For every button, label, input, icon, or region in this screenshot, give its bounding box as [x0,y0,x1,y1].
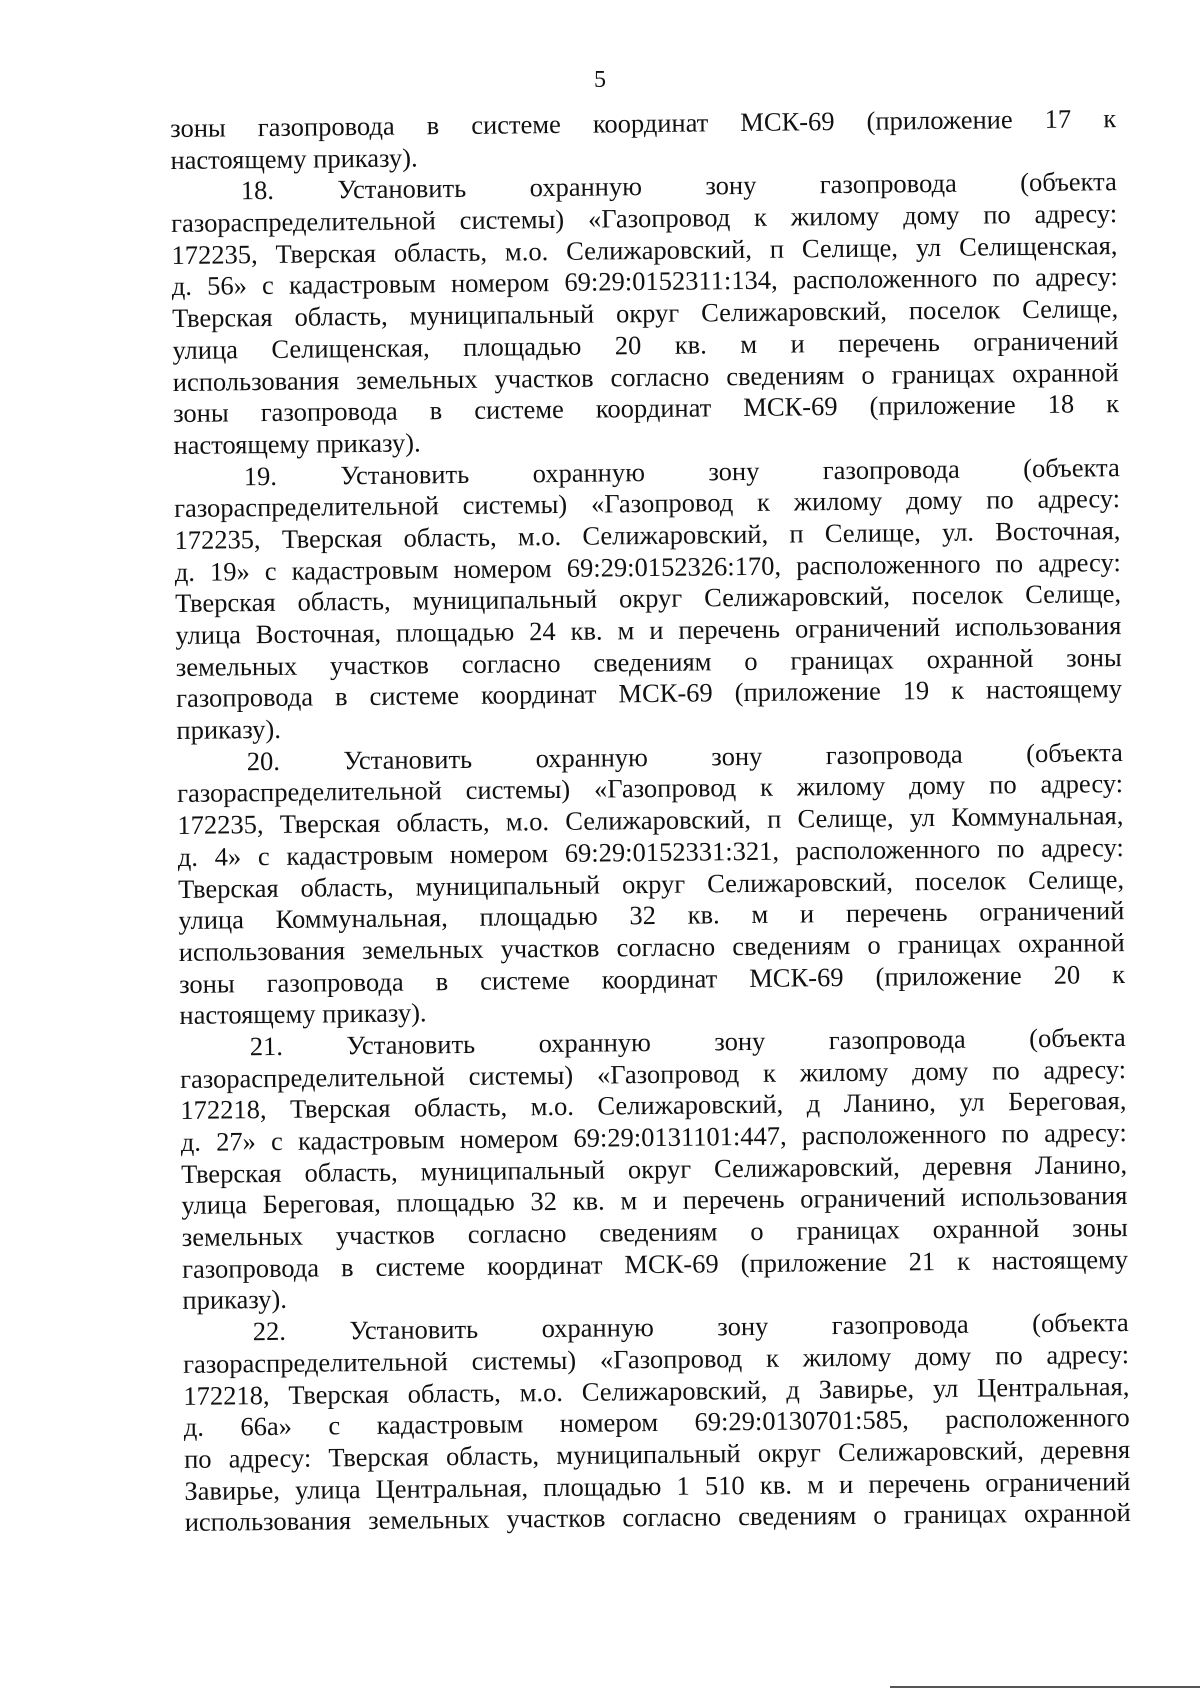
text-line: д. 66а» с кадастровым номером 69:29:0130701:585, расположенного [183,1402,1130,1443]
text-line: использования земельных участков согласно сведениям о границах охранной [178,926,1125,967]
text-line: газораспределительной системы) «Газопровод к жилому дому по адресу: [179,1053,1127,1094]
text-line: использования земельных участков согласно сведениям о границах охранной [172,356,1119,397]
text-line: Тверская область, муниципальный округ Селижаровский, поселок Селище, [171,293,1119,334]
text-line: зоны газопровода в системе координат МСК-69 (приложение 17 к [170,103,1117,143]
text-line: улица Селищенская, площадью 20 кв. м и перечень ограничений [172,324,1119,365]
text-line: использования земельных участков согласно сведениям о границах охранной [184,1497,1131,1538]
text-line: настоящему приказу). [179,997,427,1031]
scan-edge-divider [890,1686,1200,1688]
text-line: Тверская область, муниципальный округ Селижаровский, деревня Ланино, [180,1148,1128,1189]
text-line: газораспределительной системы) «Газопровод к жилому дому по адресу: [170,198,1118,239]
text-line: приказу). [182,1284,288,1316]
text-line: д. 19» с кадастровым номером 69:29:0152326:170, расположенного по адресу: [174,546,1121,587]
text-line: зоны газопровода в системе координат МСК-69 (приложение 20 к [178,958,1126,999]
text-line: газораспределительной системы) «Газопровод к жилому дому по адресу: [182,1338,1130,1379]
text-line: зоны газопровода в системе координат МСК-69 (приложение 18 к [172,388,1120,429]
text-line: газораспределительной системы) «Газопровод к жилому дому по адресу: [173,483,1121,524]
text-line: газопровода в системе координат МСК-69 (приложение 19 к настоящему [175,673,1123,714]
text-line: земельных участков согласно сведениям о границах охранной зоны [175,641,1122,682]
text-line: газопровода в системе координат МСК-69 (приложение 21 к настоящему [181,1243,1129,1284]
page-number: 5 [594,67,606,93]
text-line: 172235, Тверская область, м.о. Селижаровский, п Селище, ул Коммунальная, [177,800,1124,841]
text-line: улица Коммунальная, площадью 32 кв. м и перечень ограничений [178,895,1125,936]
text-line: улица Береговая, площадью 32 кв. м и перечень ограничений использования [181,1180,1128,1221]
paragraph-start-21: 21. Установить охранную зону газопровода (объекта [249,1021,1126,1062]
text-line: д. 27» с кадастровым номером 69:29:0131101:447, расположенного по адресу: [180,1117,1127,1157]
paragraph-start-22: 22. Установить охранную зону газопровода (объекта [252,1307,1129,1347]
paragraph-start-18: 18. Установить охранную зону газопровода (объекта [240,166,1117,206]
text-line: улица Восточная, площадью 24 кв. м и перечень ограничений использования [175,610,1122,650]
text-line: настоящему приказу). [173,427,421,460]
text-line: д. 4» с кадастровым номером 69:29:0152331:321, расположенного по адресу: [177,831,1124,872]
text-line: по адресу: Тверская область, муниципальный округ Селижаровский, деревня [183,1433,1131,1474]
text-line: приказу). [176,713,282,746]
text-line: 172218, Тверская область, м.о. Селижаровский, д Ланино, ул Береговая, [180,1085,1127,1126]
text-line: 172235, Тверская область, м.о. Селижаровский, п Селище, ул. Восточная, [174,515,1121,555]
paragraph-start-20: 20. Установить охранную зону газопровода (объекта [246,736,1123,776]
text-line: земельных участков согласно сведениям о границах охранной зоны [181,1212,1128,1252]
document-body [170,103,1131,1539]
text-line: Тверская область, муниципальный округ Селижаровский, поселок Селище, [177,863,1125,904]
text-line: газораспределительной системы) «Газопровод к жилому дому по адресу: [176,768,1124,809]
text-line: 172235, Тверская область, м.о. Селижаровский, п Селище, ул Селищенская, [171,229,1118,270]
paragraph-start-19: 19. Установить охранную зону газопровода (объекта [243,451,1120,491]
text-line: Завирье, улица Центральная, площадью 1 510 кв. м и перечень ограничений [184,1465,1131,1506]
text-line: д. 56» с кадастровым номером 69:29:0152311:134, расположенного по адресу: [171,261,1118,302]
text-line: Тверская область, муниципальный округ Селижаровский, поселок Селище, [174,578,1122,619]
text-line: 172218, Тверская область, м.о. Селижаровский, д Завирье, ул Центральная, [183,1370,1130,1411]
text-line: настоящему приказу). [170,142,418,175]
